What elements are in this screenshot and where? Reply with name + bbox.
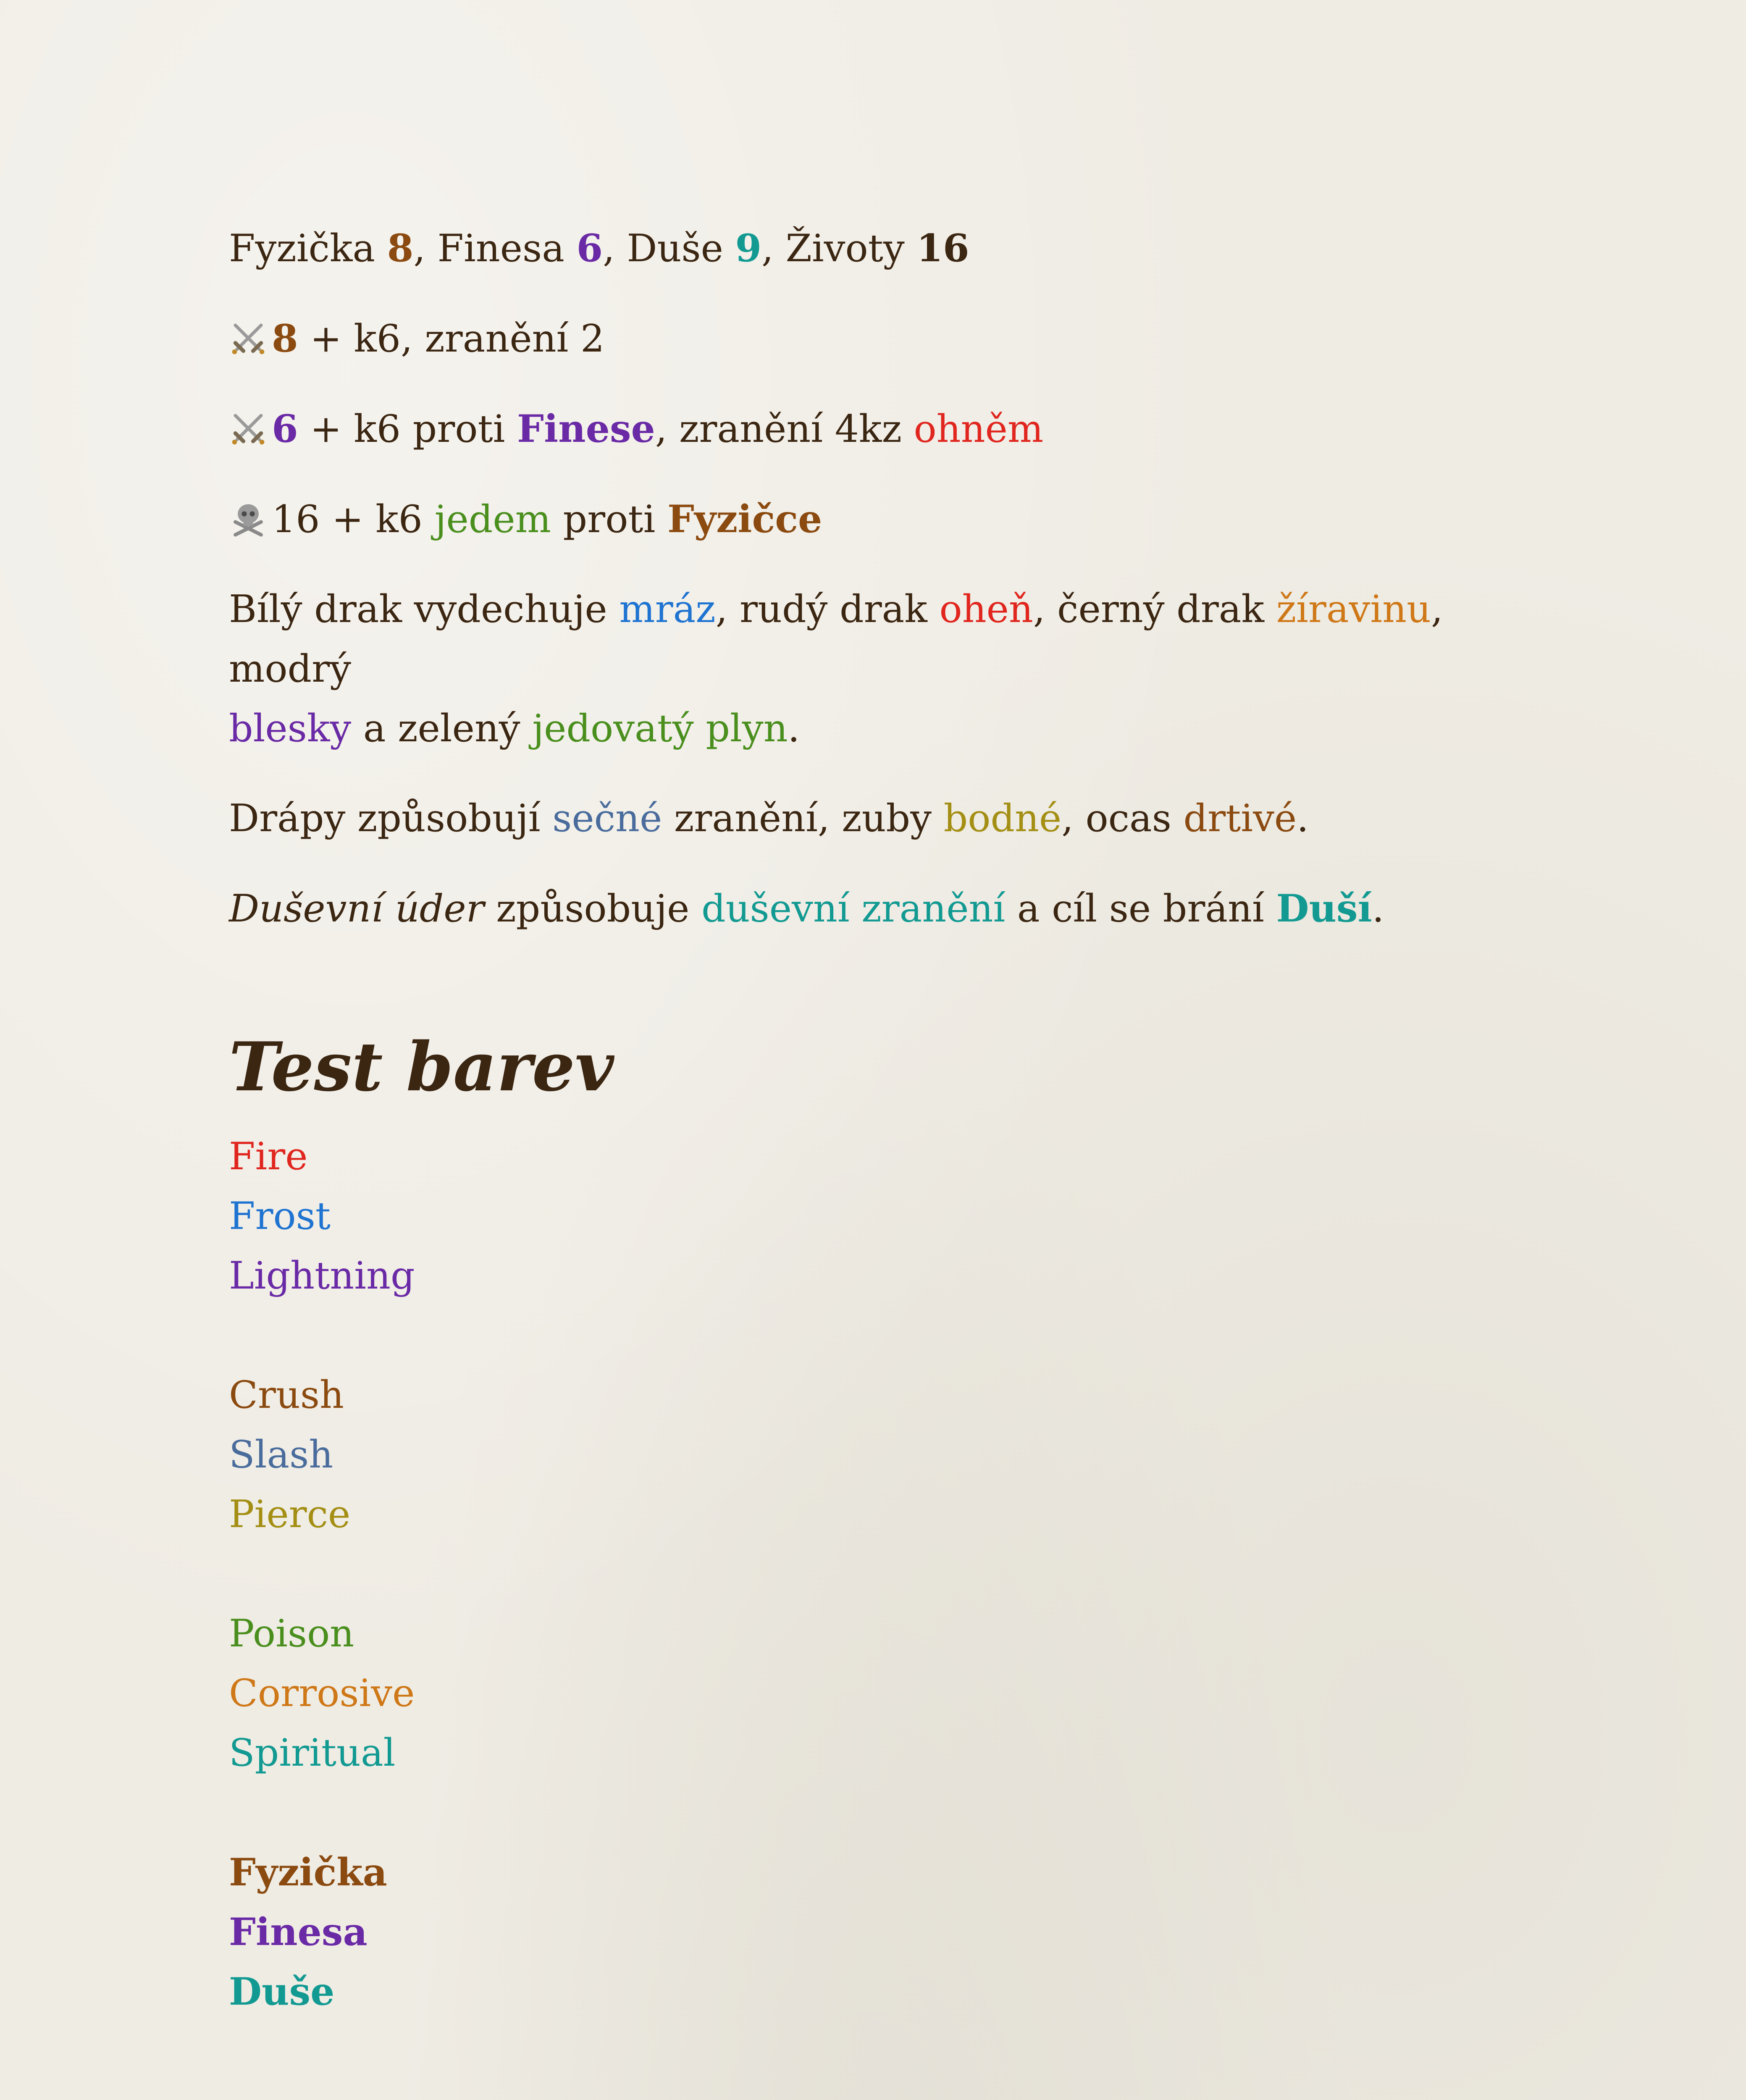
claws-crush: drtivé [1183,796,1297,840]
breath-frost: mráz [619,587,716,631]
attack-line-3 [229,489,1531,549]
legend-corrosive: Corrosive [229,1671,415,1715]
breath-text-5: a zelený [351,706,533,751]
attack-3-text-1: 16 + k6 [272,497,435,541]
legend-crush: Crush [229,1373,344,1417]
breath-paragraph [229,580,1531,759]
breath-text-3: , černý drak [1033,587,1276,631]
stat-duse-value: 9 [735,226,762,270]
claws-text-2: zranění, zuby [662,796,944,840]
legend-fyzicka: Fyzička [229,1850,387,1895]
section-heading: Test barev [229,1027,614,1106]
claws-text-1: Drápy způsobují [229,796,553,840]
claws-text-4: . [1297,796,1309,840]
attack-1-bonus: 8 [272,316,298,361]
stat-line: Fyzička 8, Finesa 6, Duše 9, Životy 16 [229,226,969,270]
attack-2-text-1: + k6 proti [298,407,517,451]
breath-poison: jedovatý plyn [532,706,788,751]
breath-fire: oheň [939,587,1033,631]
page-content [229,218,1531,2021]
crossed-swords-icon [229,319,268,357]
legend-pierce: Pierce [229,1492,351,1536]
legend-slash: Slash [229,1433,333,1477]
breath-text-2: , rudý drak [715,587,940,631]
mental-text-1: způsobuje [484,887,701,931]
attack-3-text-2: proti [551,497,667,541]
stat-duse-label: Duše [627,226,723,270]
breath-corrosive: žíravinu [1276,587,1431,631]
legend-lightning: Lightning [229,1254,415,1298]
attack-2-text-2: , zranění 4kz [655,407,914,451]
stat-finesa-label: Finesa [437,226,564,270]
breath-text-1: Bílý drak vydechuje [229,587,620,631]
attack-2-element: ohněm [914,407,1044,451]
legend-spacer [229,1306,1531,1365]
legend-frost: Frost [229,1194,331,1238]
crossed-swords-icon [229,409,268,448]
stat-fyzicka-value: 8 [387,226,414,270]
breath-text-4: , modrý [229,587,1443,691]
attack-3-element: jedem [434,497,551,541]
attack-line-2 [229,399,1531,459]
stat-fyzicka-label: Fyzička [229,226,375,270]
legend-spacer [229,1544,1531,1604]
legend-spacer [229,1783,1531,1843]
mental-duse: Duší [1276,886,1372,931]
claws-pierce: bodné [943,796,1062,840]
color-legend [229,1127,1531,2021]
breath-text-6: . [788,706,800,751]
mental-spiritual: duševní zranění [701,887,1006,931]
claws-slash: sečné [552,796,662,840]
claws-paragraph [229,789,1531,848]
attack-line-1 [229,309,1531,369]
stat-zivoty-value: 16 [916,226,969,270]
breath-lightning: blesky [229,706,352,751]
attack-2-target: Finese [517,407,655,451]
legend-duse: Duše [229,1969,335,2014]
legend-poison: Poison [229,1612,354,1656]
legend-fire: Fire [229,1134,308,1179]
stat-zivoty-label: Životy [785,226,905,270]
stat-finesa-value: 6 [576,226,603,270]
skull-crossbones-icon [229,499,268,538]
mental-ability-name: Duševní úder [229,887,484,931]
mental-paragraph [229,879,1531,939]
attack-3-target: Fyzičce [667,497,822,541]
mental-text-2: a cíl se brání [1005,887,1276,931]
attack-1-text: + k6, zranění 2 [298,317,605,361]
mental-text-3: . [1372,887,1384,931]
legend-finesa: Finesa [229,1910,368,1954]
legend-spiritual: Spiritual [229,1731,396,1775]
attack-2-bonus: 6 [272,407,298,451]
claws-text-3: , ocas [1061,796,1184,840]
